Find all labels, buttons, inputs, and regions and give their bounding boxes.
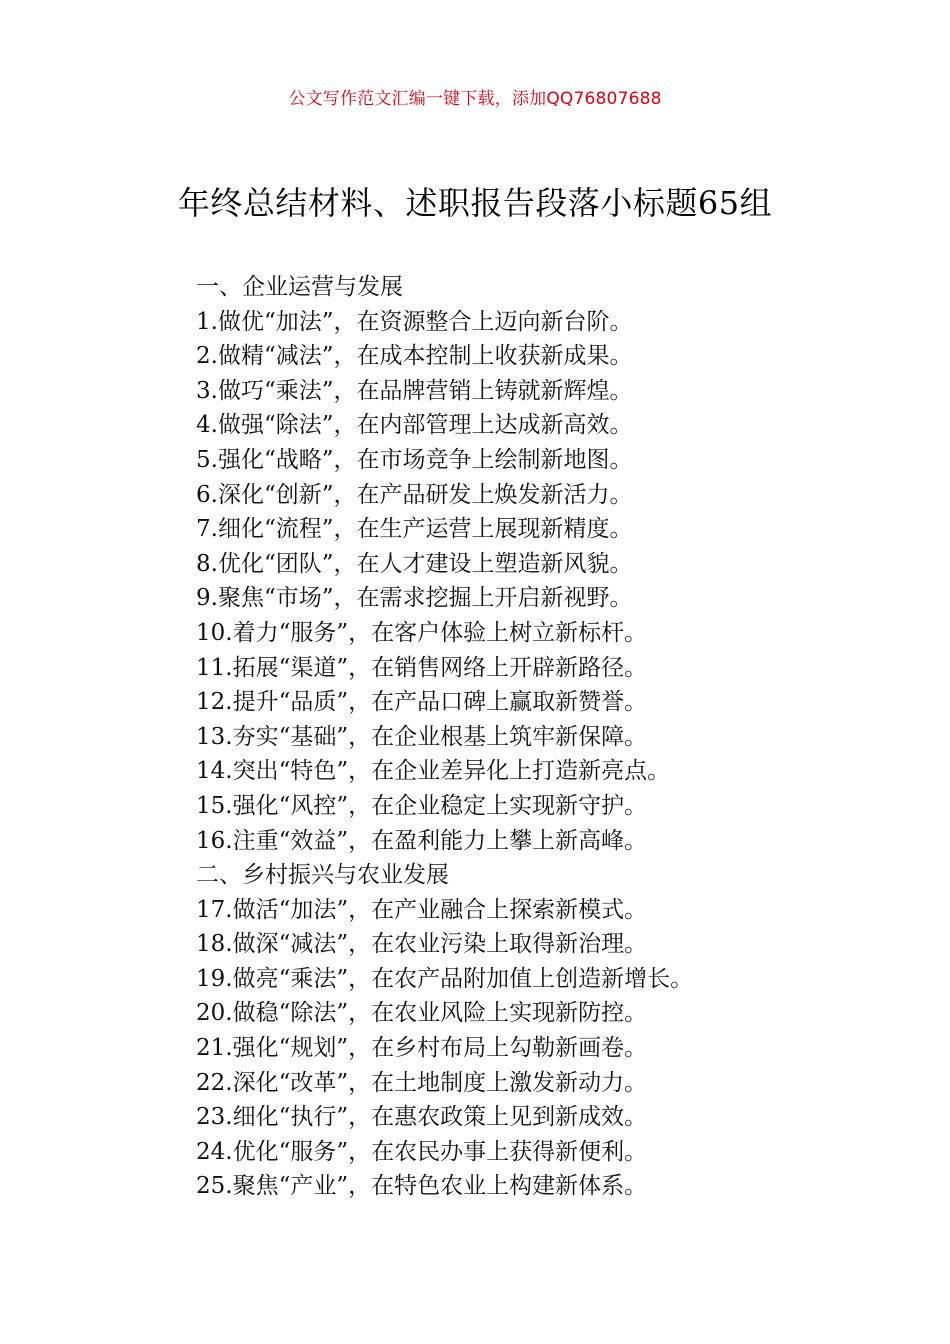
list-item: 10.着力“服务”，在客户体验上树立新标杆。 bbox=[196, 619, 648, 646]
list-item: 16.注重“效益”，在盈利能力上攀上新高峰。 bbox=[196, 827, 648, 854]
list-item: 2.做精“减法”，在成本控制上收获新成果。 bbox=[196, 343, 633, 370]
list-item: 4.做强“除法”，在内部管理上达成新高效。 bbox=[196, 412, 633, 439]
list-item: 9.聚焦“市场”，在需求挖掘上开启新视野。 bbox=[196, 585, 633, 612]
list-item: 15.强化“风控”，在企业稳定上实现新守护。 bbox=[196, 792, 648, 819]
list-item: 14.突出“特色”，在企业差异化上打造新亮点。 bbox=[196, 758, 671, 785]
list-item: 24.优化“服务”，在农民办事上获得新便利。 bbox=[196, 1138, 648, 1165]
list-item: 13.夯实“基础”，在企业根基上筑牢新保障。 bbox=[196, 723, 648, 750]
section-heading: 二、乡村振兴与农业发展 bbox=[196, 862, 449, 889]
list-item: 17.做活“加法”，在产业融合上探索新模式。 bbox=[196, 896, 648, 923]
document-body bbox=[196, 270, 896, 1204]
list-item: 18.做深“减法”，在农业污染上取得新治理。 bbox=[196, 931, 648, 958]
list-item: 6.深化“创新”，在产品研发上焕发新活力。 bbox=[196, 481, 633, 508]
list-item: 19.做亮“乘法”，在农产品附加值上创造新增长。 bbox=[196, 965, 694, 992]
list-item: 3.做巧“乘法”，在品牌营销上铸就新辉煌。 bbox=[196, 377, 633, 404]
list-item: 23.细化“执行”，在惠农政策上见到新成效。 bbox=[196, 1104, 648, 1131]
list-item: 21.强化“规划”，在乡村布局上勾勒新画卷。 bbox=[196, 1035, 648, 1062]
list-item: 11.拓展“渠道”，在销售网络上开辟新路径。 bbox=[196, 654, 648, 681]
list-item: 25.聚焦“产业”，在特色农业上构建新体系。 bbox=[196, 1173, 648, 1200]
download-banner: 公文写作范文汇编一键下载，添加QQ76807688 bbox=[288, 89, 662, 109]
list-item: 8.优化“团队”，在人才建设上塑造新风貌。 bbox=[196, 550, 633, 577]
list-item: 7.细化“流程”，在生产运营上展现新精度。 bbox=[196, 516, 633, 543]
list-item: 1.做优“加法”，在资源整合上迈向新台阶。 bbox=[196, 308, 633, 335]
list-item: 12.提升“品质”，在产品口碑上赢取新赞誉。 bbox=[196, 689, 648, 716]
list-item: 22.深化“改革”，在土地制度上激发新动力。 bbox=[196, 1069, 648, 1096]
list-item: 5.强化“战略”，在市场竞争上绘制新地图。 bbox=[196, 446, 633, 473]
section-heading: 一、企业运营与发展 bbox=[196, 274, 403, 300]
list-item: 20.做稳“除法”，在农业风险上实现新防控。 bbox=[196, 1000, 648, 1027]
document-title: 年终总结材料、述职报告段落小标题65组 bbox=[177, 184, 773, 222]
